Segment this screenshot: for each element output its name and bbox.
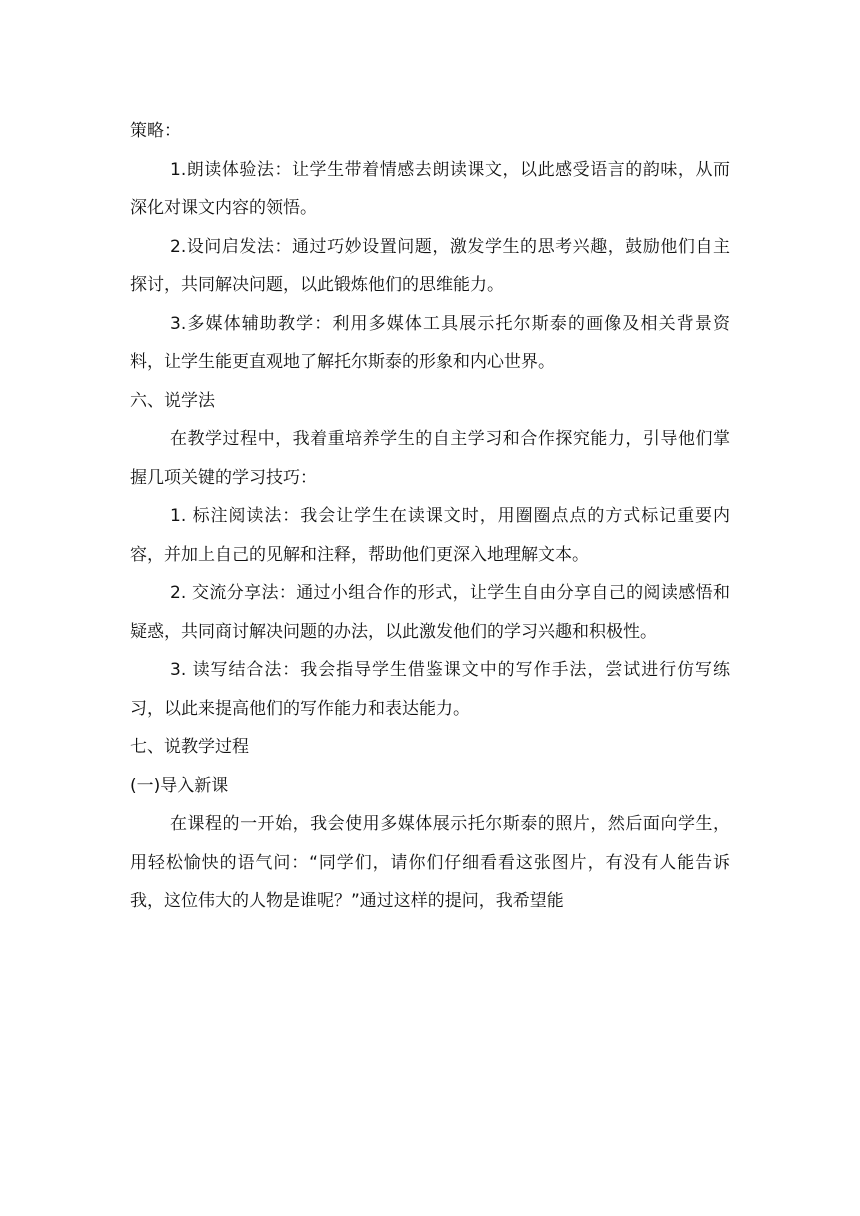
section-6-intro: 在教学过程中，我着重培养学生的自主学习和合作探究能力，引导他们掌握几项关键的学习技巧： — [130, 429, 730, 488]
learning-method-1: 1. 标注阅读法：我会让学生在读课文时，用圈圈点点的方式标记重要内容，并加上自己的见解和注释，帮助他们更深入地理解文本。 — [130, 506, 730, 565]
subsection-1-paragraph: 在课程的一开始，我会使用多媒体展示托尔斯泰的照片，然后面向学生，用轻松愉快的语气问：“同学们，请你们仔细看看这张图片，有没有人能告诉我，这位伟大的人物是谁呢？”通过这样的提问，我希望能 — [130, 814, 730, 911]
subsection-1-title: (一)导入新课 — [130, 775, 229, 796]
document-body — [130, 112, 730, 921]
section-7-title: 七、说教学过程 — [130, 737, 249, 757]
strategy-item-1: 1.朗读体验法：让学生带着情感去朗读课文，以此感受语言的韵味，从而深化对课文内容的领悟。 — [130, 159, 730, 218]
strategy-item-3: 3.多媒体辅助教学：利用多媒体工具展示托尔斯泰的画像及相关背景资料，让学生能更直观地了解托尔斯泰的形象和内心世界。 — [130, 313, 730, 372]
strategy-item-2: 2.设问启发法：通过巧妙设置问题，激发学生的思考兴趣，鼓励他们自主探讨，共同解决问题，以此锻炼他们的思维能力。 — [130, 236, 730, 295]
strategy-label: 策略： — [130, 121, 181, 141]
learning-method-2: 2. 交流分享法：通过小组合作的形式，让学生自由分享自己的阅读感悟和疑惑，共同商讨解决问题的办法，以此激发他们的学习兴趣和积极性。 — [130, 583, 730, 642]
section-6-title: 六、说学法 — [130, 390, 215, 411]
learning-method-3: 3. 读写结合法：我会指导学生借鉴课文中的写作手法，尝试进行仿写练习，以此来提高他们的写作能力和表达能力。 — [130, 660, 730, 719]
